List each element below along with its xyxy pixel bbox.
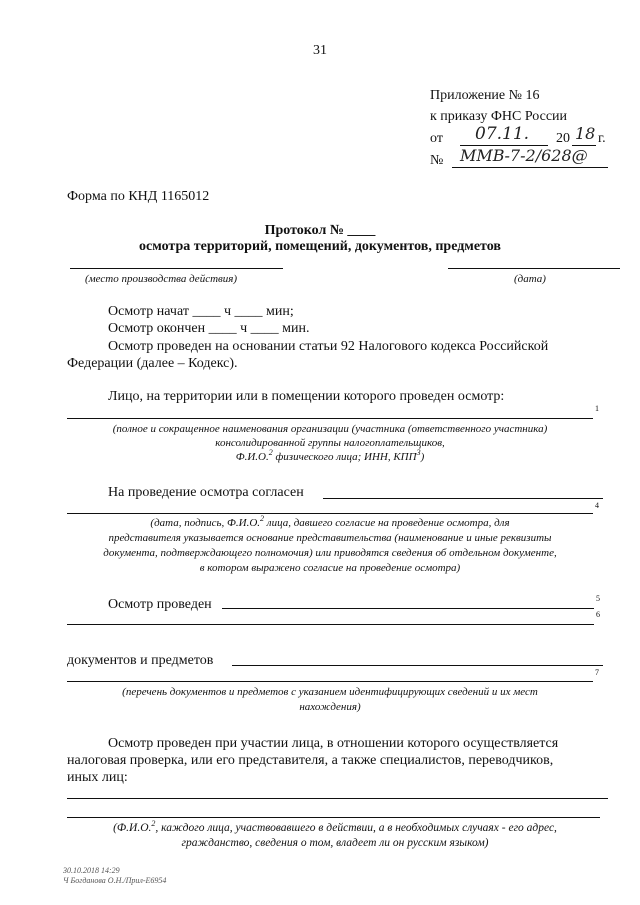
- participants-line3: иных лиц:: [67, 770, 128, 785]
- place-line: [70, 268, 283, 269]
- person-caption-1: (полное и сокращенное наименования организации (участника (ответственного участника): [112, 423, 548, 435]
- participants-line-b: [67, 817, 600, 818]
- footnote-7: 7: [595, 668, 599, 677]
- consent-caption-3: документа, подтверждающего полномочия) или приводятся сведения об отдельном документе,: [103, 547, 557, 559]
- handwritten-date: 07.11.: [475, 124, 530, 144]
- appendix-line2: к приказу ФНС России: [430, 109, 568, 124]
- consent-caption-1: (дата, подпись, Ф.И.О.$^2$ лица, давшего согласие на проведение осмотра, для: [150, 514, 510, 529]
- consent-caption-4: в котором выражено согласие на проведение осмотра): [199, 562, 461, 574]
- footnote-5: 5: [596, 594, 600, 603]
- inspection-end: Осмотр окончен ____ ч ____ мин.: [108, 321, 310, 336]
- participants-line1: Осмотр проведен при участии лица, в отношении которого осуществляется: [108, 736, 559, 751]
- footnote-1: 1: [595, 404, 599, 413]
- person-label: Лицо, на территории или в помещении которого проведен осмотр:: [108, 389, 505, 404]
- handwritten-year: 18: [575, 124, 596, 143]
- person-caption-2: консолидированной группы налогоплательщиков,: [215, 437, 445, 449]
- footnote-4: 4: [595, 501, 599, 510]
- number-underline: [452, 167, 608, 168]
- year-prefix: 20: [556, 131, 570, 146]
- person-line: [67, 418, 593, 419]
- participants-caption-1: (Ф.И.О.$^2$, каждого лица, участвовавшего в действии, а в необходимых случаях - его адрес,: [113, 819, 557, 834]
- handwritten-number: ММВ-7-2/628@: [460, 146, 588, 165]
- participants-line2: налоговая проверка, или его представителя, а также специалистов, переводчиков,: [67, 753, 554, 768]
- protocol-subtitle: осмотра территорий, помещений, документов, предметов: [139, 239, 501, 254]
- print-stamp-line1: 30.10.2018 14:29: [63, 866, 120, 875]
- basis-line2: Федерации (далее – Кодекс).: [67, 356, 238, 371]
- place-caption: (место производства действия): [85, 273, 238, 285]
- appendix-date-label: от: [430, 131, 443, 146]
- documents-line-2: [67, 681, 593, 682]
- form-code: Форма по КНД 1165012: [67, 189, 210, 204]
- consent-line-2: [67, 513, 593, 514]
- documents-line-1: [232, 665, 603, 666]
- date-caption: (дата): [514, 273, 546, 285]
- appendix-line1: Приложение № 16: [430, 88, 540, 103]
- year-suffix: г.: [598, 131, 606, 146]
- documents-caption-2: нахождения): [299, 701, 361, 713]
- protocol-title: Протокол № ____: [264, 223, 376, 238]
- conducted-line-2: [67, 624, 594, 625]
- documents-caption-1: (перечень документов и предметов с указанием идентифицирующих сведений и их мест: [122, 686, 538, 698]
- conducted-label: Осмотр проведен: [108, 597, 212, 612]
- basis-line1: Осмотр проведен на основании статьи 92 Налогового кодекса Российской: [108, 339, 549, 354]
- person-caption-3: Ф.И.О.$^2$ физического лица; ИНН, КПП$^3$): [235, 448, 425, 463]
- documents-label: документов и предметов: [67, 653, 214, 668]
- consent-line-1: [323, 498, 603, 499]
- print-stamp-line2: Ч Богданова О.Н./Прил-E6954: [63, 876, 167, 885]
- consent-caption-2: представителя указывается основание представительства (наименование и иные реквизиты: [108, 532, 552, 544]
- footnote-6: 6: [596, 610, 600, 619]
- date-line: [448, 268, 620, 269]
- number-label: №: [430, 153, 444, 168]
- participants-line-a: [67, 798, 608, 799]
- participants-caption-2: гражданство, сведения о том, владеет ли он русским языком): [181, 837, 489, 849]
- consent-label: На проведение осмотра согласен: [108, 485, 304, 500]
- page-number: 31: [313, 43, 327, 58]
- inspection-start: Осмотр начат ____ ч ____ мин;: [108, 304, 294, 319]
- conducted-line-1: [222, 608, 594, 609]
